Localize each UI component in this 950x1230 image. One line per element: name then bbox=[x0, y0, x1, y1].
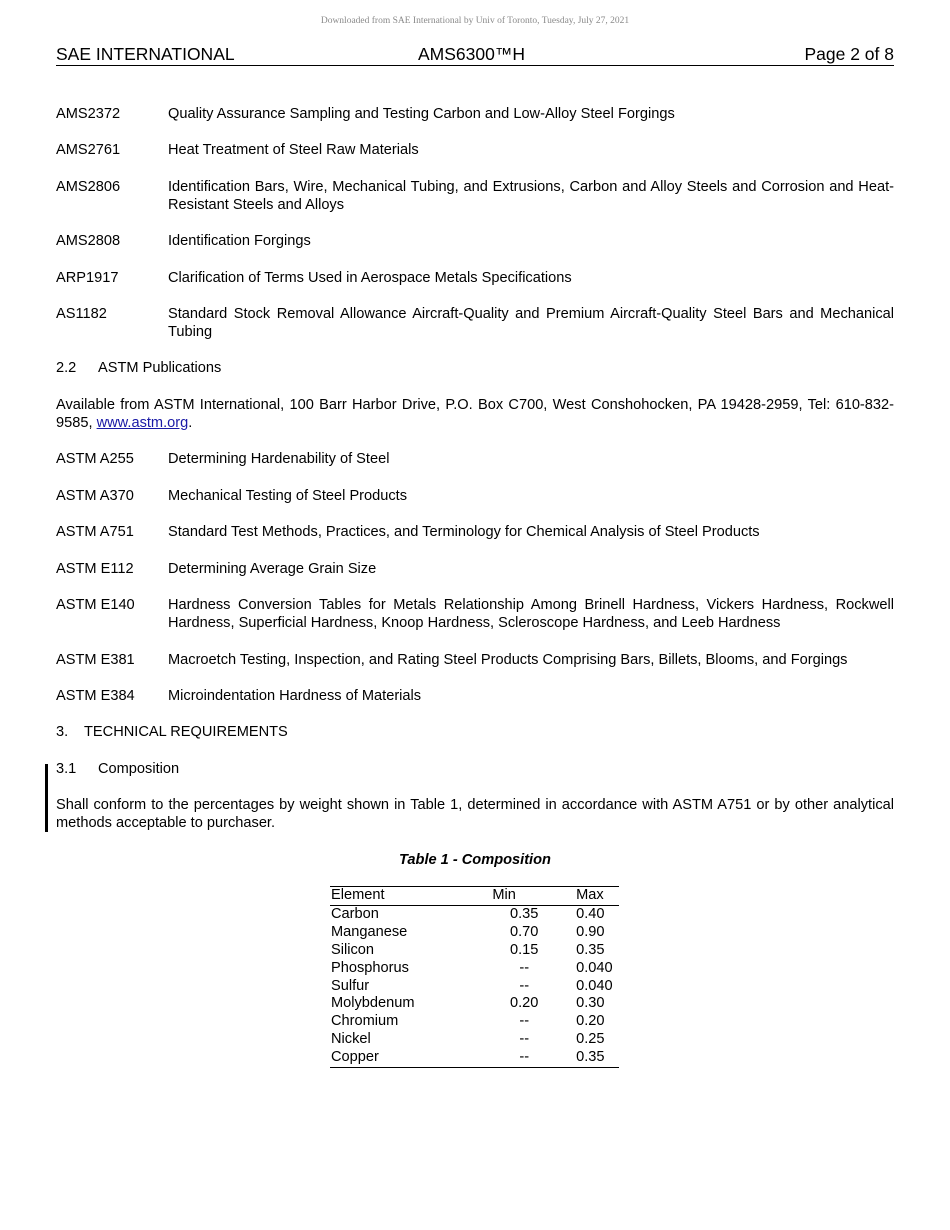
composition-table bbox=[330, 886, 619, 1068]
min-cell: 0.70 bbox=[510, 923, 539, 940]
reference-code: ASTM E140 bbox=[56, 597, 135, 613]
min-cell: 0.15 bbox=[510, 941, 539, 958]
header-doc-id: AMS6300™H bbox=[418, 44, 525, 64]
table-row bbox=[330, 942, 619, 960]
reference-title: Heat Treatment of Steel Raw Materials bbox=[168, 142, 419, 158]
reference-code: AS1182 bbox=[56, 306, 107, 322]
reference-item bbox=[56, 141, 894, 159]
max-cell: 0.040 bbox=[576, 959, 613, 976]
section-title: TECHNICAL REQUIREMENTS bbox=[84, 724, 288, 740]
reference-item bbox=[56, 560, 894, 578]
reference-item bbox=[56, 523, 894, 541]
reference-item bbox=[56, 305, 894, 341]
element-cell: Molybdenum bbox=[331, 995, 415, 1012]
reference-code: AMS2806 bbox=[56, 179, 121, 195]
table-row bbox=[330, 924, 619, 942]
min-cell: -- bbox=[519, 959, 530, 976]
reference-title: Quality Assurance Sampling and Testing Carbon and Low-Alloy Steel Forgings bbox=[168, 106, 675, 122]
reference-title: Determining Average Grain Size bbox=[168, 561, 377, 577]
reference-item bbox=[56, 450, 894, 468]
section-number: 3.1 bbox=[56, 761, 77, 777]
reference-title: Identification Bars, Wire, Mechanical Tubing, and Extrusions, Carbon and Alloy Steels and Corrosion and Heat-Resistant Steels and Alloys bbox=[168, 179, 894, 213]
availability-suffix: . bbox=[188, 415, 193, 431]
element-cell: Carbon bbox=[331, 905, 379, 922]
reference-code: ASTM E381 bbox=[56, 652, 135, 668]
max-cell: 0.25 bbox=[576, 1031, 605, 1048]
min-cell: 0.35 bbox=[510, 905, 539, 922]
max-cell: 0.40 bbox=[576, 905, 605, 922]
reference-code: ASTM A370 bbox=[56, 488, 134, 504]
column-header-element: Element bbox=[330, 887, 492, 906]
reference-item bbox=[56, 178, 894, 214]
header-org: SAE INTERNATIONAL bbox=[56, 44, 235, 64]
section-heading-composition bbox=[56, 760, 179, 778]
element-cell: Nickel bbox=[331, 1031, 371, 1048]
reference-title: Macroetch Testing, Inspection, and Rating Steel Products Comprising Bars, Billets, Blooms, and Forgings bbox=[168, 652, 848, 668]
max-cell: 0.040 bbox=[576, 977, 613, 994]
table-row bbox=[330, 1013, 619, 1031]
page-header bbox=[56, 43, 894, 66]
section-number: 3. bbox=[56, 724, 69, 740]
reference-item bbox=[56, 687, 894, 705]
availability-text: Available from ASTM International, 100 Barr Harbor Drive, P.O. Box C700, West Conshohocken, PA 19428-2959, Tel: 610-832-9585, bbox=[56, 397, 894, 431]
reference-code: ASTM E112 bbox=[56, 561, 134, 577]
element-cell: Chromium bbox=[331, 1013, 399, 1030]
element-cell: Sulfur bbox=[331, 977, 370, 994]
max-cell: 0.35 bbox=[576, 941, 605, 958]
min-cell: -- bbox=[519, 1013, 530, 1030]
table-row bbox=[330, 960, 619, 978]
max-cell: 0.90 bbox=[576, 923, 605, 940]
reference-title: Mechanical Testing of Steel Products bbox=[168, 488, 408, 504]
column-header-min: Min bbox=[492, 887, 576, 906]
reference-item bbox=[56, 232, 894, 250]
reference-code: AMS2808 bbox=[56, 233, 121, 249]
table-header-row bbox=[330, 887, 619, 906]
reference-code: AMS2372 bbox=[56, 106, 121, 122]
reference-title: Standard Test Methods, Practices, and Terminology for Chemical Analysis of Steel Products bbox=[168, 524, 760, 540]
reference-code: AMS2761 bbox=[56, 142, 121, 158]
section-heading-technical-requirements bbox=[56, 723, 288, 741]
element-cell: Manganese bbox=[331, 923, 408, 940]
max-cell: 0.35 bbox=[576, 1049, 605, 1066]
reference-item bbox=[56, 596, 894, 632]
section-title: ASTM Publications bbox=[98, 360, 222, 376]
max-cell: 0.20 bbox=[576, 1013, 605, 1030]
element-cell: Copper bbox=[331, 1049, 379, 1066]
max-cell: 0.30 bbox=[576, 995, 605, 1012]
min-cell: -- bbox=[519, 977, 530, 994]
table-row bbox=[330, 978, 619, 996]
element-cell: Phosphorus bbox=[331, 959, 409, 976]
reference-code: ASTM E384 bbox=[56, 688, 135, 704]
table-row bbox=[330, 995, 619, 1013]
reference-item bbox=[56, 105, 894, 123]
astm-website-link[interactable]: www.astm.org bbox=[96, 415, 189, 431]
reference-title: Identification Forgings bbox=[168, 233, 311, 249]
table-caption: Table 1 - Composition bbox=[399, 852, 551, 868]
reference-title: Standard Stock Removal Allowance Aircraft-Quality and Premium Aircraft-Quality Steel Bars and Mechanical Tubing bbox=[168, 306, 894, 340]
element-cell: Silicon bbox=[331, 941, 374, 958]
table-row bbox=[330, 1031, 619, 1049]
header-page-number: Page 2 of 8 bbox=[804, 44, 894, 64]
column-header-max: Max bbox=[576, 887, 619, 906]
reference-title: Clarification of Terms Used in Aerospace Metals Specifications bbox=[168, 270, 572, 286]
min-cell: -- bbox=[519, 1031, 530, 1048]
reference-item bbox=[56, 269, 894, 287]
reference-code: ASTM A255 bbox=[56, 451, 134, 467]
revision-change-bar bbox=[45, 764, 48, 832]
min-cell: -- bbox=[519, 1049, 530, 1066]
composition-paragraph: Shall conform to the percentages by weight shown in Table 1, determined in accordance with ASTM A751 or by other analytical methods acceptable to purchaser. bbox=[56, 797, 894, 831]
min-cell: 0.20 bbox=[510, 995, 539, 1012]
download-watermark: Downloaded from SAE International by Univ of Toronto, Tuesday, July 27, 2021 bbox=[320, 16, 630, 26]
table-row bbox=[330, 1049, 619, 1067]
section-title: Composition bbox=[98, 761, 180, 777]
reference-code: ASTM A751 bbox=[56, 524, 134, 540]
table-row bbox=[330, 905, 619, 923]
section-number: 2.2 bbox=[56, 360, 77, 376]
reference-item bbox=[56, 487, 894, 505]
reference-title: Determining Hardenability of Steel bbox=[168, 451, 390, 467]
reference-title: Microindentation Hardness of Materials bbox=[168, 688, 422, 704]
section-heading-astm bbox=[56, 359, 221, 377]
reference-item bbox=[56, 651, 894, 669]
astm-availability bbox=[56, 396, 894, 432]
reference-title: Hardness Conversion Tables for Metals Relationship Among Brinell Hardness, Vickers Hardness, Rockwell Hardness, Superficial Hardness, Knoop Hardness, Scleroscope Hardness, and Leeb Hardness bbox=[168, 597, 894, 631]
reference-code: ARP1917 bbox=[56, 270, 119, 286]
